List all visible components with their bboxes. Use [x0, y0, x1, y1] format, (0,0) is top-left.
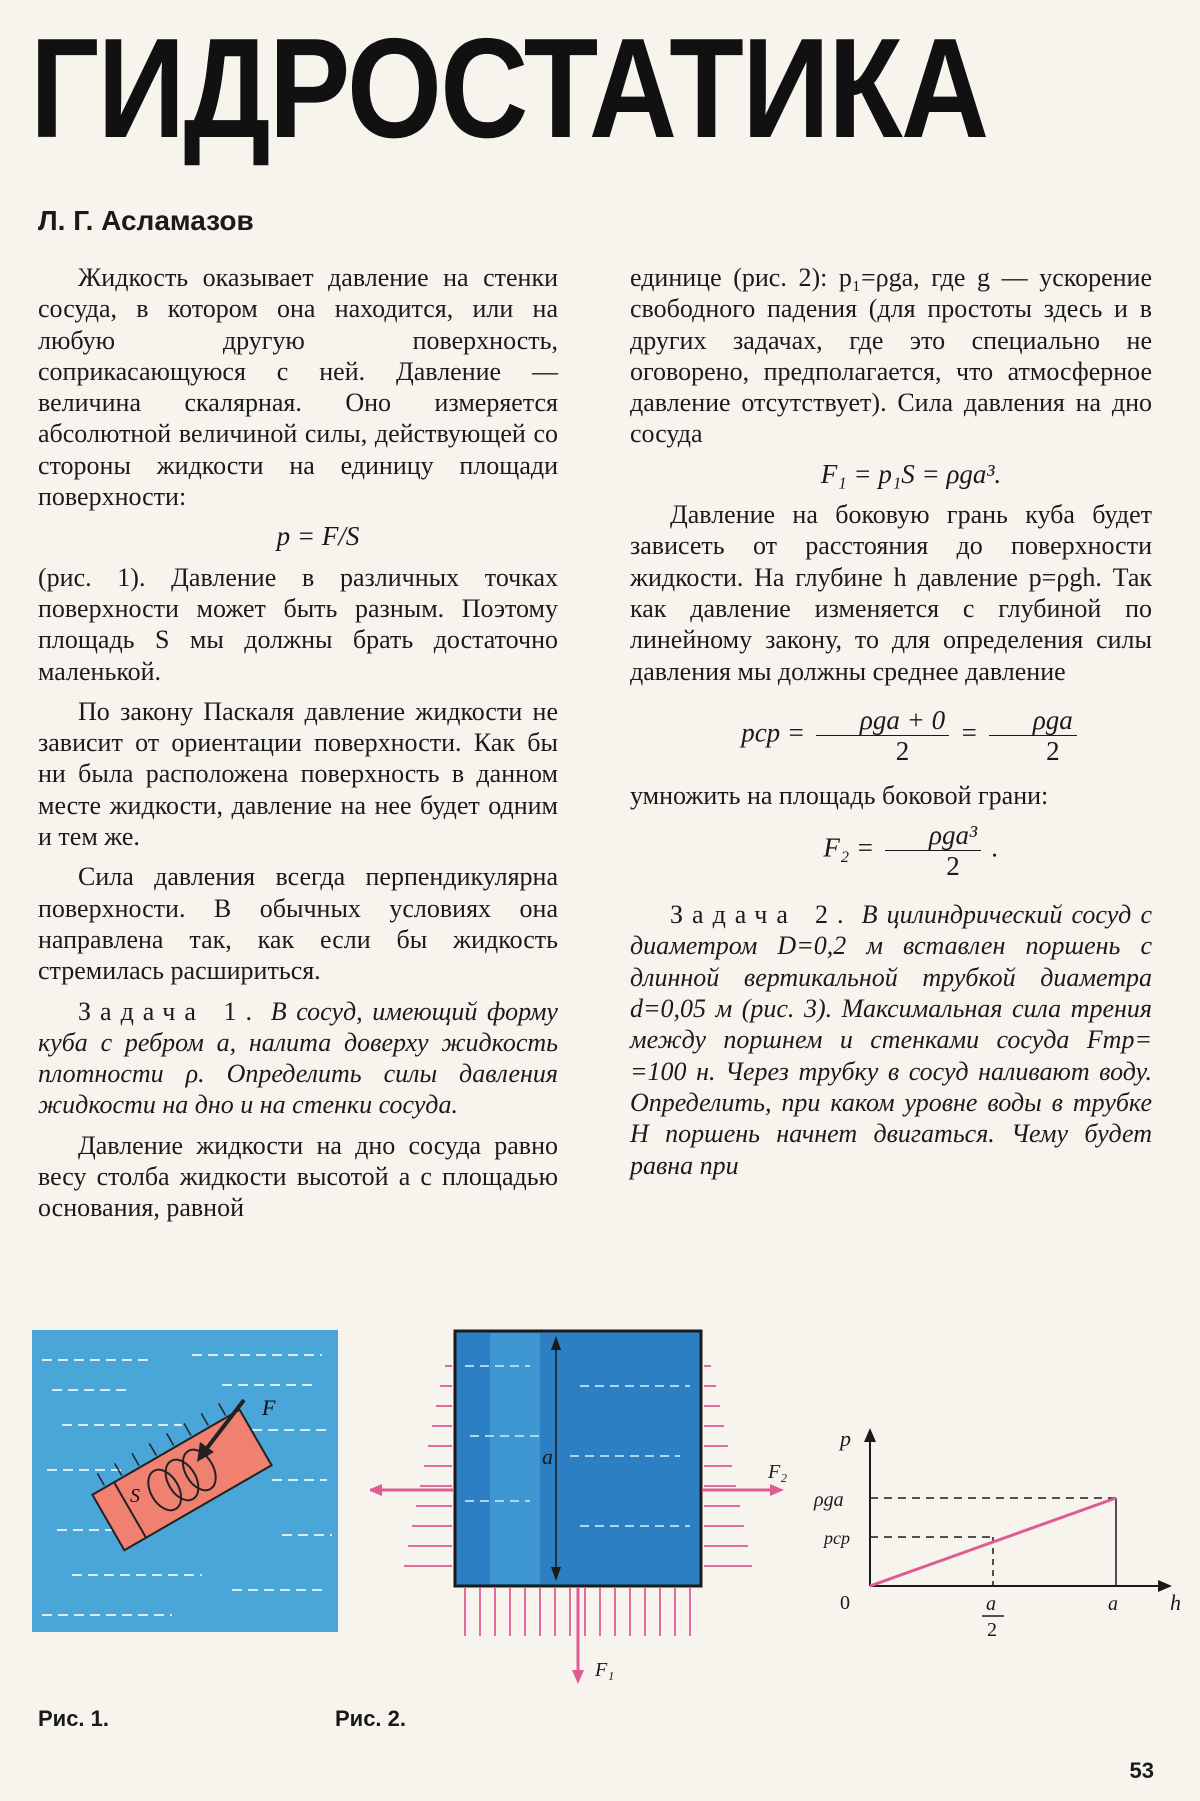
label-F2: F₂	[768, 1461, 788, 1483]
paragraph: Давление жидкости на дно сосуда равно весу столба жидкости высотой a с площадью основания, равной	[38, 1130, 558, 1223]
paragraph: По закону Паскаля давление жидкости не зависит от ориентации поверхности. Как бы ни была расположена поверхность в данном месте жидкости, давление на нее будет одним и тем же.	[38, 696, 558, 852]
formula-f2	[630, 820, 1152, 881]
paragraph: единице (рис. 2): p₁=ρga, где g — ускорение свободного падения (для простоты здесь и в других задачах, где это специально не оговорено, предполагается, что атмосферное давление отсутствует). Сила давления на дно сосуда	[630, 263, 1152, 449]
tick-a: a	[1108, 1593, 1118, 1615]
figure-1-caption: Рис. 1.	[38, 1706, 110, 1731]
fraction-numerator: ρga + 0	[816, 705, 949, 736]
fraction	[989, 705, 1077, 766]
x-axis-label: h	[1170, 1590, 1181, 1615]
task-2	[630, 899, 1152, 1181]
fraction-numerator: ρga	[989, 705, 1077, 736]
label-a: a	[542, 1444, 553, 1469]
left-pressure-arrows	[404, 1366, 452, 1566]
formula-f2-left: F₂ =	[823, 832, 875, 863]
formula-pcp	[630, 705, 1152, 766]
paragraph: Жидкость оказывает давление на стенки сосуда, в котором она находится, или на любую другую поверхность, соприкасающуюся с ней. Давление — величина скалярная. Оно измеряется абсолютной величиной силы, действующей со стороны жидкости на единицу площади поверхности:	[38, 263, 558, 512]
fraction-denominator: 2	[1046, 735, 1060, 766]
author-name: Л. Г. Асламазов	[38, 205, 254, 236]
task-1	[38, 996, 558, 1121]
paragraph: умножить на площадь боковой грани:	[630, 780, 1049, 810]
tick-pcp: pср	[824, 1528, 850, 1548]
y-axis-label: p	[840, 1426, 851, 1451]
figure-2-caption: Рис. 2.	[335, 1706, 407, 1731]
formula-f1: F₁ = p₁S = ρga³.	[820, 458, 1002, 489]
right-column	[630, 262, 1152, 1190]
equals-sign: =	[959, 717, 979, 748]
page-title: ГИДРОСТАТИКА	[30, 9, 988, 168]
fraction-denominator: 2	[946, 851, 960, 882]
tick-rhoga: ρga	[814, 1489, 844, 1511]
task-2-text: В цилиндрический сосуд с диаметром D=0,2 м вставлен поршень с длинной вертикальной трубкой диаметра d=0,05 м (рис. 3). Максимальная сила трения между поршнем и стенками сосуда Fтр= =100 н. Через трубку в сосуд наливают воду. Определить, при каком уровне воды в трубке H поршень начнет двигаться. Чему будет равна при	[630, 900, 1152, 1180]
figure-1	[32, 1330, 338, 1632]
paragraph: (рис. 1). Давление в различных точках поверхности может быть разным. Поэтому площадь S мы должны брать достаточно маленькой.	[38, 562, 558, 686]
left-column	[38, 262, 558, 1233]
paragraph: Давление на боковую грань куба будет зависеть от расстояния до поверхности жидкости. На глубине h давление p=ρgh. Так как давление изменяется с глубиной по линейному закону, то для определения силы давления мы должны среднее давление	[630, 500, 1152, 686]
label-F: F	[262, 1395, 276, 1420]
fraction	[816, 705, 949, 766]
task-2-label: Задача 2.	[670, 900, 853, 930]
pressure-depth-graph	[810, 1424, 1190, 1644]
fraction-denominator: 2	[895, 735, 910, 766]
formula-pcp-left: pср =	[741, 717, 806, 748]
figure-2	[370, 1326, 790, 1686]
tick-a2-numerator: a	[986, 1593, 996, 1615]
task-1-label: Задача 1.	[78, 996, 262, 1026]
label-S: S	[130, 1485, 140, 1507]
formula-f2-end: .	[991, 832, 999, 863]
tick-origin: 0	[840, 1592, 850, 1614]
cube-highlight	[490, 1333, 540, 1584]
fraction	[885, 820, 981, 881]
tick-a2-denominator: 2	[987, 1619, 997, 1641]
fraction-numerator: ρga³	[885, 820, 981, 851]
right-pressure-arrows	[704, 1366, 752, 1566]
paragraph: Сила давления всегда перпендикулярна поверхности. В обычных условиях она направлена так, как если бы жидкость стремилась расшириться.	[38, 862, 558, 986]
page-number: 53	[1129, 1758, 1154, 1783]
label-F1: F₁	[595, 1659, 615, 1681]
task-1-text: В сосуд, имеющий форму куба с ребром a, налита доверху жидкость плотности ρ. Определить силы давления жидкости на дно и на стенки сосуда.	[38, 996, 558, 1120]
formula-pressure: p = F/S	[276, 521, 360, 552]
